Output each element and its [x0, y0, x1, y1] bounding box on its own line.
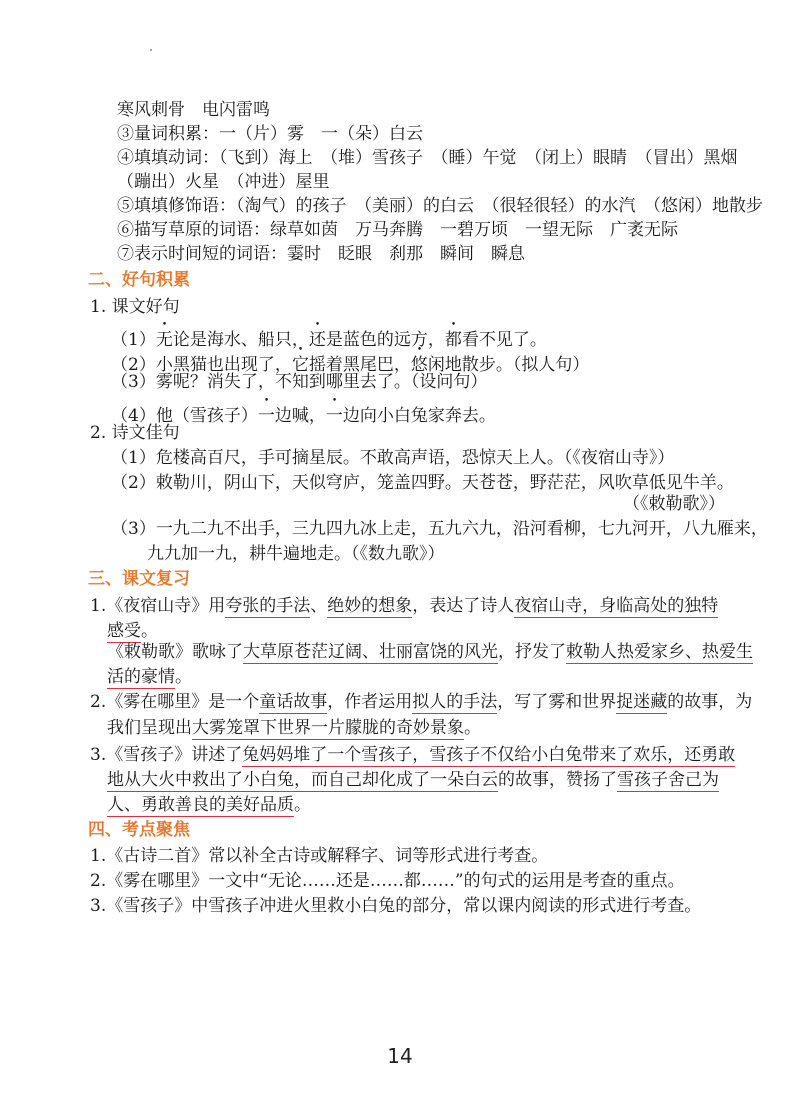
poem-line-3: （3）一九二九不出手，三九四九冰上走，五九六九，沿河看柳，七九河开，八九雁来，: [111, 519, 768, 539]
review-2-line-1: 2.《雾在哪里》是一个童话故事，作者运用拟人的手法，写了雾和世界捉迷藏的故事，为: [90, 692, 753, 712]
subheading-poems: 2. 诗文佳句: [90, 423, 180, 443]
poem-line-3-cont: 九九加一九，耕牛遍地走。（《数九歌》）: [147, 544, 445, 564]
poem-line-2: （2）敕勒川，阴山下，天似穹庐，笼盖四野。天苍苍，野茫茫，风吹草低见牛羊。: [111, 473, 734, 493]
sentence-4: （4）他（雪孩子）一边喊，一边向小白兔家奔去。: [111, 406, 496, 426]
vocab-short-time: ⑦表示时间短的词语：霎时 眨眼 刹那 瞬间 瞬息: [117, 244, 525, 264]
review-1-line-3: 《敕勒歌》歌咏了大草原苍茫辽阔、壮丽富饶的风光，抒发了敕勒人热爱家乡、热爱生: [107, 642, 753, 662]
scan-speck: [150, 49, 152, 51]
poem-source: （《敕勒歌》）: [623, 494, 725, 514]
review-1-line-4: 活的豪情。: [107, 667, 192, 687]
vocab-grassland: ⑥描写草原的词语：绿草如茵 万马奔腾 一碧万顷 一望无际 广袤无际: [117, 220, 678, 240]
review-1-line-2: 感受。: [107, 621, 158, 641]
review-3-line-1: 3.《雪孩子》讲述了兔妈妈堆了一个雪孩子，雪孩子不仅给小白兔带来了欢乐，还勇敢: [90, 745, 736, 765]
section-heading-key-points: 四、考点聚焦: [88, 820, 190, 840]
key-point-3: 3.《雪孩子》中雪孩子冲进火里救小白兔的部分，常以课内阅读的形式进行考查。: [90, 896, 702, 916]
section-heading-review: 三、课文复习: [88, 569, 190, 589]
vocab-verbs-cont: （蹦出）火星 （冲进）屋里: [117, 172, 330, 192]
vocab-line-1: 寒风刺骨 电闪雷鸣: [117, 100, 270, 120]
sentence-1: （1）无论是海水、船只，还是蓝色的远方，都看不见了。: [111, 330, 547, 350]
subheading-text-sentences: 1. 课文好句: [90, 297, 180, 317]
vocab-measure-words: ③量词积累：一（片）雾 一（朵）白云: [117, 124, 423, 144]
sentence-3: （3）雾呢？消失了，不知到哪里去了。（设问句）: [111, 372, 488, 392]
sentence-2: （2）小黑猫也出现了，它摇着黑尾巴，悠闲地散步。（拟人句）: [111, 355, 590, 375]
key-point-2: 2.《雾在哪里》一文中“无论……还是……都……”的句式的运用是考查的重点。: [90, 871, 685, 891]
page-number: 14: [387, 1044, 413, 1068]
key-point-1: 1.《古诗二首》常以补全古诗或解释字、词等形式进行考查。: [90, 846, 549, 866]
vocab-modifiers: ⑤填填修饰语：（淘气）的孩子 （美丽）的白云 （很轻很轻）的水汽 （悠闲）地散步: [117, 196, 763, 216]
review-2-line-2: 我们呈现出大雾笼罩下世界一片朦胧的奇妙景象。: [107, 718, 481, 738]
section-heading-sentences: 二、好句积累: [88, 270, 190, 290]
poem-line-1: （1）危楼高百尺，手可摘星辰。不敢高声语，恐惊天上人。（《夜宿山寺》）: [111, 448, 675, 468]
review-3-line-3: 人、勇敢善良的美好品质。: [107, 795, 311, 815]
review-3-line-2: 地从大火中救出了小白兔，而自己却化成了一朵白云的故事，赞扬了雪孩子舍己为: [107, 770, 719, 790]
vocab-verbs: ④填填动词：（飞到）海上 （堆）雪孩子 （睡）午觉 （闭上）眼睛 （冒出）黑烟: [117, 148, 738, 168]
review-1-line-1: 1.《夜宿山寺》用夸张的手法、绝妙的想象，表达了诗人夜宿山寺，身临高处的独特: [90, 596, 719, 616]
